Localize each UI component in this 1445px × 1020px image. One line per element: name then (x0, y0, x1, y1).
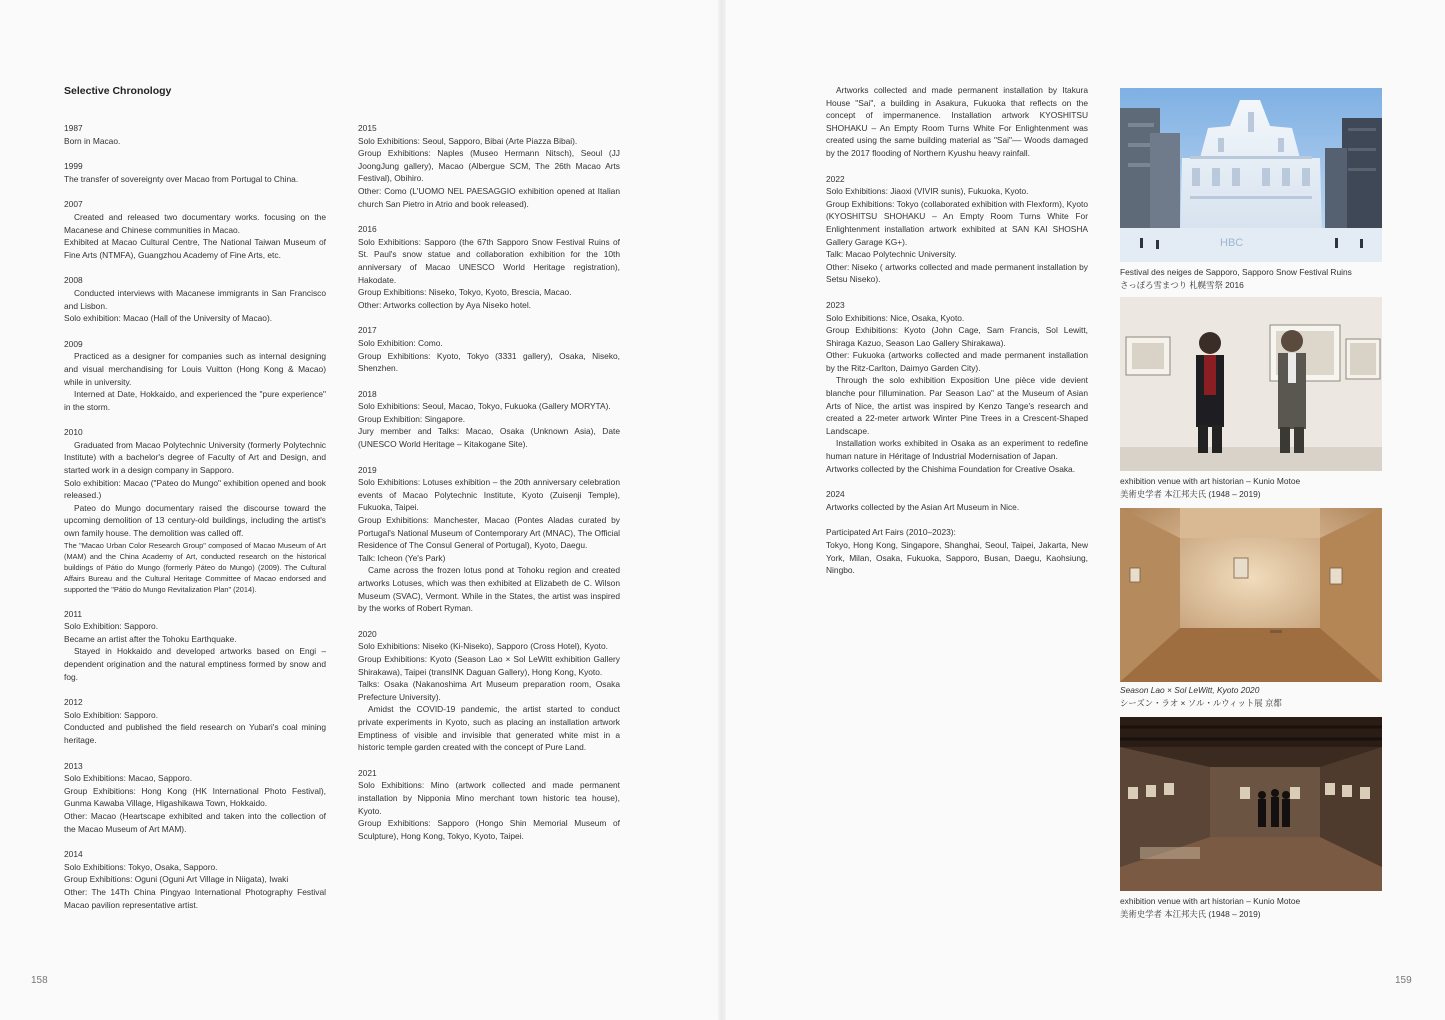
entry-text: Other: Artworks collection by Aya Niseko hotel. (358, 299, 532, 310)
entry-text: Came across the frozen lotus pond at Tohoku region and created artworks Lotuses, which was then exhibited at Elizabeth de C. Wilson Museum (SVAC), Vermont. While in the States, the artist was inspired by the works of Robert Ryman. (358, 565, 620, 614)
entry-text: Interned at Date, Hokkaido, and experienced the "pure experience" in the storm. (64, 389, 326, 412)
entry-text: Jury member and Talks: Macao, Osaka (Unknown Asia), Date (UNESCO World Heritage – Kitakogane Site). (358, 426, 620, 450)
chronology-entry (358, 464, 620, 615)
entry-year: 2010 (64, 427, 83, 438)
entry-text: Talk: Icheon (Ye's Park) (358, 552, 446, 563)
chronology-entry (826, 299, 1088, 475)
caption-en: Season Lao × Sol LeWitt, Kyoto 2020 (1120, 685, 1260, 695)
chronology-entry (358, 122, 620, 210)
entry-text: Pateo do Mungo documentary raised the discourse toward the upcoming demolition of 13 century-old buildings, including the artist's own family house. The demolition was called off. (64, 502, 326, 539)
entry-text: Group Exhibitions: Kyoto, Tokyo (3331 gallery), Osaka, Niseko, Shenzhen. (358, 350, 620, 374)
chronology-entry (64, 608, 326, 684)
entry-text: Solo Exhibition: Sapporo. (64, 709, 159, 720)
chronology-entry (64, 696, 326, 746)
entry-text: Installation works exhibited in Osaka as an experiment to redefine human nature in Héritage of Industrial Modernisation of Japan. (826, 438, 1088, 462)
entry-text: Group Exhibitions: Oguni (Oguni Art Village in Niigata), Iwaki (64, 874, 289, 885)
caption-en: Festival des neiges de Sapporo, Sapporo Snow Festival Ruins (1120, 267, 1352, 277)
chronology-entry (358, 223, 620, 311)
chronology-entry (64, 848, 326, 911)
entry-text: Artworks collected and made permanent installation by Itakura House "Sai", a building in Asakura, Fukuoka that reflects on the concept of impermanence. Installation artwork KYOSHITSU SHOHAKU – An Empty Room Turns White For Enlightenment was created using the same building material as "Sai"–– Woods damaged by the 2017 flooding of Northern Kyushu heavy rainfall. (826, 85, 1088, 158)
chronology-column-1 (64, 122, 326, 924)
entry-text: Solo Exhibitions: Macao, Sapporo. (64, 773, 193, 784)
entry-text: Solo exhibition: Macao (Hall of the University of Macao). (64, 313, 273, 324)
entry-year: 2019 (358, 464, 377, 475)
entry-year: 2014 (64, 849, 83, 860)
entry-year: 2018 (358, 388, 377, 399)
snow-festival-photo (1120, 88, 1382, 262)
entry-text: Talk: Macao Polytechnic University. (826, 249, 957, 260)
entry-year: 2007 (64, 199, 83, 210)
entry-text: Conducted and published the field research on Yubari's coal mining heritage. (64, 722, 326, 745)
entry-text: Solo Exhibitions: Niseko (Ki-Niseko), Sapporo (Cross Hotel), Kyoto. (358, 641, 608, 652)
entry-text: Graduated from Macao Polytechnic University (formerly Polytechnic Institute) with a bachelor's degree of Faculty of Art and Design, and started work in a design company in Sapporo. (64, 439, 326, 476)
entry-year: 1987 (64, 123, 83, 133)
entry-year: 2024 (826, 489, 845, 500)
entry-text: Group Exhibitions: Naples (Museo Hermann Nitsch), Seoul (JJ JoongJung gallery), Macao (Albergue SCM, The 26th Macao Arts Festival), Obihiro. (358, 148, 620, 184)
entry-year: 2017 (358, 325, 377, 336)
entry-text: Solo Exhibition: Como. (358, 337, 443, 348)
entry-text: Stayed in Hokkaido and developed artworks based on Engi – dependent origination and the natural emptiness formed by snow and fog. (64, 646, 326, 682)
chronology-entry (358, 767, 620, 843)
entry-year: 2012 (64, 697, 83, 708)
entry-text: Solo exhibition: Macao ("Pateo do Mungo" exhibition opened and book released.) (64, 477, 326, 501)
entry-text: Artworks collected by the Asian Art Museum in Nice. (826, 501, 1020, 512)
dark-gallery-visitors-photo (1120, 717, 1382, 891)
chronology-column-3 (826, 84, 1088, 590)
entry-text: Created and released two documentary works. focusing on the Macanese and Chinese communities in Macao. (64, 211, 326, 235)
entry-year: 2011 (64, 608, 83, 619)
entry-text: Tokyo, Hong Kong, Singapore, Shanghai, Seoul, Taipei, Jakarta, New York, Milan, Osaka, Fukuoka, Sapporo, Busan, Daegu, Kaohsiung, Ningbo. (826, 540, 1088, 576)
entry-year: Participated Art Fairs (2010–2023): (826, 527, 956, 538)
entry-year: 2015 (358, 123, 377, 133)
chronology-entry (64, 760, 326, 836)
entry-text: Other: The 14Th China Pingyao International Photography Festival Macao pavilion representative artist. (64, 886, 326, 910)
entry-year: 2016 (358, 224, 377, 235)
caption-en: exhibition venue with art historian – Kunio Motoe (1120, 476, 1301, 486)
entry-text: Solo Exhibitions: Seoul, Sapporo, Bibai (Arte Piazza Bibai). (358, 135, 578, 146)
chronology-entry (826, 173, 1088, 286)
entry-text: The "Macao Urban Color Research Group" composed of Macao Museum of Art (MAM) and the China Academy of Art, conducted research on the historical buildings of Pátio do Mungo (formerly Páteo do Mungo) (2009). The Cultural Affairs Bureau and the Cultural Heritage Committee of Macao endorsed and supported the "Pátio do Mungo Revitalization Plan" (2014). (64, 540, 326, 594)
chronology-entry (358, 388, 620, 451)
entry-text: Group Exhibitions: Tokyo (collaborated exhibition with Flexform), Kyoto (KYOSHITSU SHOHAKU – An Empty Room Turns White For Enlightenment installation artwork exhibited at SAN KAI SHOSHA Gallery Garage KG+). (826, 198, 1088, 247)
entry-text: Group Exhibitions: Kyoto (John Cage, Sam Francis, Sol Lewitt, Shiraga Kazuo, Season Lao Gallery Shirakawa). (826, 325, 1088, 348)
entry-text: Through the solo exhibition Exposition Une pièce vide devient blanche pour l'illumination. Par Season Lao" at the Museum of Asian Arts of Nice, the artist was inspired by Kenzo Tange's research and created a 22-meter artwork Winter Pine Trees in a Crescent-Shaped Landscape. (826, 375, 1088, 436)
entry-text: Other: Niseko ( artworks collected and made permanent installation by Setsu Niseko). (826, 261, 1088, 285)
entry-text: Solo Exhibitions: Mino (artwork collected and made permanent installation by Nipponia Mino merchant town historic tea house), Kyoto. (358, 780, 620, 816)
entry-text: Talks: Osaka (Nakanoshima Art Museum preparation room, Osaka Prefecture University). (358, 679, 620, 702)
entry-text: Solo Exhibitions: Seoul, Macao, Tokyo, Fukuoka (Gallery MORYTA). (358, 401, 611, 412)
entry-text: Conducted interviews with Macanese immigrants in San Francisco and Lisbon. (64, 287, 326, 311)
entry-text: Solo Exhibition: Sapporo. (64, 621, 159, 632)
photo-caption-4 (1120, 895, 1390, 920)
entry-year: 2009 (64, 338, 83, 349)
page-number-left: 158 (31, 975, 48, 986)
entry-text: Practiced as a designer for companies such as internal designing and visual merchandising for Louis Vuitton (Hong Kong & Macao) while in university. (64, 351, 326, 387)
chronology-entry (358, 324, 620, 374)
entry-text: Other: Fukuoka (artworks collected and made permanent installation by the Ritz-Carlton, Daimyo Garden City). (826, 350, 1088, 373)
photo-caption-2 (1120, 475, 1390, 500)
entry-text: Other: Como (L'UOMO NEL PAESAGGIO exhibition opened at Italian church San Pietro in Atrio and book released). (358, 185, 620, 209)
chronology-entry (826, 488, 1088, 513)
entry-text: Solo Exhibitions: Tokyo, Osaka, Sapporo. (64, 861, 218, 872)
chronology-entry (64, 160, 326, 185)
entry-text: Solo Exhibitions: Sapporo (the 67th Sapporo Snow Festival Ruins of St. Paul's snow statue and collaboration exhibition for the 10th anniversary of Macao UNESCO World Heritage registration), Hakodate. (358, 236, 620, 285)
entry-year: 2020 (358, 628, 377, 639)
entry-year: 2022 (826, 173, 845, 184)
entry-year: 2013 (64, 760, 83, 771)
entry-year: 2008 (64, 275, 83, 286)
page-number-right: 159 (1395, 975, 1412, 986)
entry-text: Group Exhibitions: Manchester, Macao (Pontes Aladas curated by Portugal's National Museum of Contemporary Art (MNAC), The Official Residence of The Consul General of Portugal), Kyoto, Daegu. (358, 515, 620, 551)
entry-text: Born in Macao. (64, 135, 121, 146)
book-gutter (718, 0, 726, 1020)
entry-year: 2021 (358, 767, 377, 778)
caption-jp: シーズン・ラオ × ソル・ルウィット展 京都 (1120, 697, 1282, 708)
entry-text: Exhibited at Macao Cultural Centre, The National Taiwan Museum of Fine Arts (NTMFA), Guangzhou Academy of Fine Arts, etc. (64, 237, 326, 260)
entry-text: Became an artist after the Tohoku Earthquake. (64, 633, 237, 644)
entry-text: Solo Exhibitions: Jiaoxi (VIVIR sunis), Fukuoka, Kyoto. (826, 186, 1029, 197)
chronology-column-2 (358, 122, 620, 855)
photo-caption-3 (1120, 684, 1390, 709)
caption-jp: さっぽろ雪まつり 札幌雪祭 2016 (1120, 279, 1244, 290)
page-heading: Selective Chronology (64, 85, 172, 97)
chronology-entry (826, 526, 1088, 576)
chronology-entry (64, 274, 326, 324)
entry-text: Solo Exhibitions: Lotuses exhibition – the 20th anniversary celebration events of Macao Polytechnic Institute, Kyoto (Zuisenji Temple), Fukuoka, Taipei. (358, 477, 620, 513)
photo-caption-1 (1120, 266, 1390, 291)
chronology-entry (826, 84, 1088, 160)
caption-en: exhibition venue with art historian – Kunio Motoe (1120, 896, 1301, 906)
entry-text: Amidst the COVID-19 pandemic, the artist started to conduct private experiments in Kyoto, such as placing an installation artwork Emptiness of visible and invisible that generated white mist in a historic temple garden created with the concept of Pure Land. (358, 704, 620, 753)
entry-text: Artworks collected by the Chishima Foundation for Creative Osaka. (826, 463, 1076, 474)
warm-gallery-room-photo (1120, 508, 1382, 682)
entry-year: 2023 (826, 299, 845, 310)
entry-text: Group Exhibitions: Hong Kong (HK International Photo Festival), Gunma Kawaba Village, Higashikawa Town, Hokkaido. (64, 785, 326, 809)
entry-text: Group Exhibition: Singapore. (358, 413, 466, 424)
two-men-gallery-photo (1120, 297, 1382, 471)
entry-text: The transfer of sovereignty over Macao from Portugal to China. (64, 173, 299, 184)
caption-jp: 美術史学者 本江邦夫氏 (1948 – 2019) (1120, 488, 1261, 499)
entry-year: 1999 (64, 161, 83, 172)
entry-text: Group Exhibitions: Kyoto (Season Lao × Sol LeWitt exhibition Gallery Shirakawa), Taipei (transINK Daguan Gallery), Hong Kong, Kyoto. (358, 653, 620, 677)
caption-jp: 美術史学者 本江邦夫氏 (1948 – 2019) (1120, 908, 1261, 919)
entry-text: Group Exhibitions: Niseko, Tokyo, Kyoto, Brescia, Macao. (358, 287, 572, 298)
chronology-entry (64, 198, 326, 261)
chronology-entry (64, 122, 326, 147)
entry-text: Solo Exhibitions: Nice, Osaka, Kyoto. (826, 312, 965, 323)
snow-sign-text: HBC (1220, 237, 1244, 249)
entry-text: Other: Macao (Heartscape exhibited and taken into the collection of the Macao Museum of Art MAM). (64, 810, 326, 834)
chronology-entry (64, 426, 326, 594)
chronology-entry (358, 628, 620, 754)
chronology-entry (64, 338, 326, 414)
entry-text: Group Exhibitions: Sapporo (Hongo Shin Memorial Museum of Sculpture), Hong Kong, Tokyo, Kyoto, Taipei. (358, 818, 620, 841)
